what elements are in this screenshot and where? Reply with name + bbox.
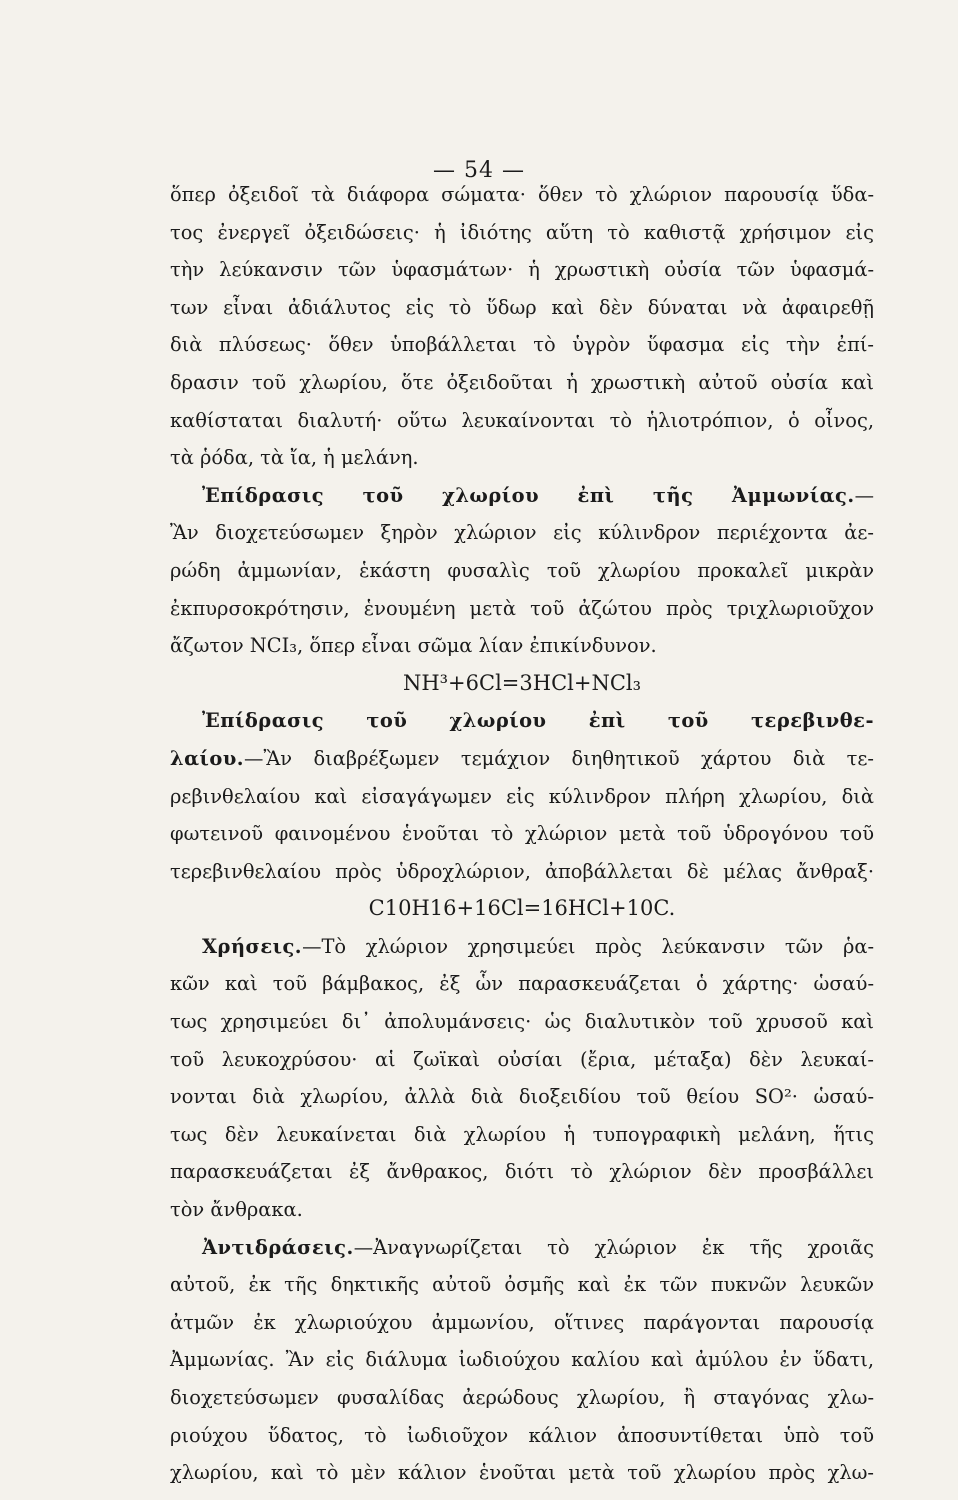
section-heading: Ἐπίδρασις τοῦ χλωρίου ἐπὶ τῆς Ἀμμωνίας. [202,483,855,507]
text-line [170,627,874,665]
line-text: τὰ ῥόδα, τὰ ἴα, ἡ μελάνη. [170,446,419,470]
chemical-formula [170,890,874,928]
line-text: φωτεινοῦ φαινομένου ἑνοῦται τὸ χλώριον μετὰ τοῦ ὑδρογόνου τοῦ [170,822,874,846]
line-text: κῶν καὶ τοῦ βάμβακος, ἐξ ὧν παρασκευάζεται ὁ χάρτης· ὡσαύ- [170,972,874,996]
text-line [170,552,874,590]
line-text: ριούχου ὕδατος, τὸ ἰωδιοῦχον κάλιον ἀποσυντίθεται ὑπὸ τοῦ [170,1423,874,1447]
line-text: ἄζωτον NCI₃, ὅπερ εἶναι σῶμα λίαν ἐπικίνδυνον. [170,634,657,658]
text-line [170,702,874,740]
page-number: — 54 — [433,158,525,183]
text-line [170,590,874,628]
line-text: — [854,483,874,507]
line-text: ρεβινθελαίου καὶ εἰσαγάγωμεν εἰς κύλινδρον πλήρη χλωρίου, διὰ [170,784,874,808]
text-line [170,1041,874,1079]
line-text: NH³+6Cl=3HCl+NCl₃ [402,670,642,695]
text-line [170,778,874,816]
text-line [170,1078,874,1116]
text-line [170,1003,874,1041]
section-heading: λαίου. [170,746,245,770]
text-line [170,740,874,778]
text-line [170,1229,874,1267]
line-text: Ἀμμωνίας. Ἂν εἰς διάλυμα ἰωδιούχου καλίου καὶ ἀμύλου ἐν ὕδατι, [170,1348,874,1372]
text-line [170,176,874,214]
line-text: τοῦ λευκοχρύσου· αἱ ζωϊκαὶ οὐσίαι (ἔρια, μέταξα) δὲν λευκαί- [170,1047,874,1071]
text-line [170,1341,874,1379]
line-text: τὸν ἄνθρακα. [170,1198,303,1222]
text-line [170,815,874,853]
body-text [170,176,874,1492]
text-line [170,1191,874,1229]
section-heading: Ἀντιδράσεις. [202,1235,354,1259]
line-text: —Ἀναγνωρίζεται τὸ χλώριον ἐκ τῆς χροιᾶς [353,1235,874,1259]
text-line [170,514,874,552]
line-text: νονται διὰ χλωρίου, ἀλλὰ διὰ διοξειδίου τοῦ θείου SO²· ὡσαύ- [170,1085,874,1109]
line-text: —Ἂν διαβρέξωμεν τεμάχιον διηθητικοῦ χάρτου διὰ τε- [244,746,874,770]
text-line [170,364,874,402]
text-line [170,289,874,327]
section-heading: Ἐπίδρασις τοῦ χλωρίου ἐπὶ τοῦ τερεβινθε- [202,709,874,733]
text-line [170,439,874,477]
line-text: τος ἐνεργεῖ ὀξειδώσεις· ἡ ἰδιότης αὕτη τὸ καθιστᾷ χρήσιμον εἰς [170,220,874,244]
line-text: χλωρίου, καὶ τὸ μὲν κάλιον ἑνοῦται μετὰ τοῦ χλωρίου πρὸς χλω- [170,1461,874,1485]
line-text: διὰ πλύσεως· ὅθεν ὑποβάλλεται τὸ ὑγρὸν ὕφασμα εἰς τὴν ἐπί- [170,333,874,357]
line-text: τως χρησιμεύει δι᾽ ἀπολυμάνσεις· ὡς διαλυτικὸν τοῦ χρυσοῦ καὶ [170,1010,874,1034]
text-line [170,402,874,440]
text-line [170,214,874,252]
line-text: C10H16+16Cl=16HCl+10C. [368,896,676,921]
text-line [170,1417,874,1455]
text-line [170,853,874,891]
chemical-formula [170,665,874,703]
line-text: τὴν λεύκανσιν τῶν ὑφασμάτων· ἡ χρωστικὴ οὐσία τῶν ὑφασμά- [170,258,874,282]
line-text: τερεβινθελαίου πρὸς ὑδροχλώριον, ἀποβάλλεται δὲ μέλας ἄνθραξ· [170,859,874,883]
line-text: παρασκευάζεται ἐξ ἄνθρακος, διότι τὸ χλώριον δὲν προσβάλλει [170,1160,874,1184]
text-line [170,1454,874,1492]
text-line [170,326,874,364]
text-line [170,928,874,966]
line-text: —Τὸ χλώριον χρησιμεύει πρὸς λεύκανσιν τῶν ῥα- [302,934,874,958]
line-text: ἐκπυρσοκρότησιν, ἑνουμένη μετὰ τοῦ ἀζώτου πρὸς τριχλωριοῦχον [170,596,874,620]
line-text: ἀτμῶν ἐκ χλωριούχου ἀμμωνίου, οἵτινες παράγονται παρουσίᾳ [170,1310,874,1334]
text-line [170,965,874,1003]
line-text: δρασιν τοῦ χλωρίου, ὅτε ὀξειδοῦται ἡ χρωστικὴ αὐτοῦ οὐσία καὶ [170,370,874,394]
line-text: των εἶναι ἀδιάλυτος εἰς τὸ ὕδωρ καὶ δὲν δύναται νὰ ἀφαιρεθῇ [170,295,874,319]
line-text: Ἂν διοχετεύσωμεν ξηρὸν χλώριον εἰς κύλινδρον περιέχοντα ἀε- [170,521,874,545]
line-text: αὐτοῦ, ἐκ τῆς δηκτικῆς αὐτοῦ ὀσμῆς καὶ ἐκ τῶν πυκνῶν λευκῶν [170,1273,874,1297]
text-line [170,477,874,515]
line-text: ρώδη ἀμμωνίαν, ἑκάστη φυσαλὶς τοῦ χλωρίου προκαλεῖ μικρὰν [170,558,874,582]
text-line [170,1266,874,1304]
line-text: καθίσταται διαλυτή· οὕτω λευκαίνονται τὸ ἡλιοτρόπιον, ὁ οἶνος, [170,408,874,432]
text-line [170,1153,874,1191]
line-text: διοχετεύσωμεν φυσαλίδας ἀερώδους χλωρίου, ἢ σταγόνας χλω- [170,1386,874,1409]
text-line [170,1379,874,1417]
line-text: τως δὲν λευκαίνεται διὰ χλωρίου ἡ τυπογραφικὴ μελάνη, ἥτις [170,1122,874,1146]
section-heading: Χρήσεις. [202,934,303,958]
text-line [170,1116,874,1154]
line-text: ὅπερ ὀξειδοῖ τὰ διάφορα σώματα· ὅθεν τὸ χλώριον παρουσίᾳ ὕδα- [170,183,874,206]
text-line [170,251,874,289]
text-line [170,1304,874,1342]
